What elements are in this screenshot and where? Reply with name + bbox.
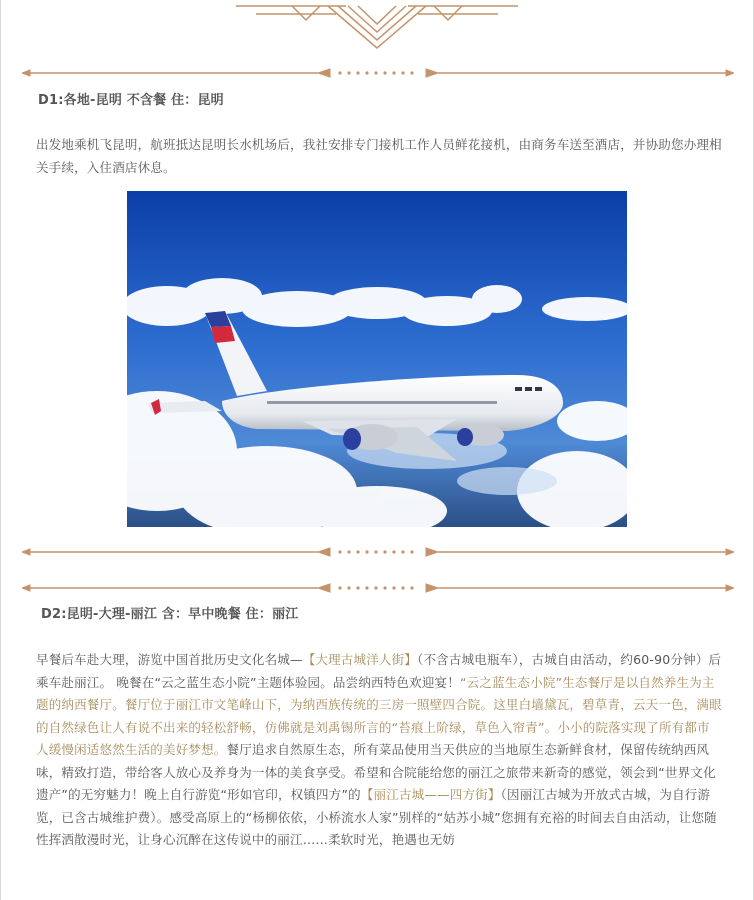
day2-heading: D2:昆明-大理-丽江 含：早中晚餐 住：丽江: [41, 607, 299, 622]
day2-text: 早餐后车赴大理，游览中国首批历史文化名城—: [36, 652, 303, 667]
top-ornament-icon: [236, 0, 518, 50]
day1-heading: D1:各地-昆明 不含餐 住：昆明: [38, 93, 224, 108]
day2-text: 餐厅追求自然原生态，所有菜品使用当天供应的当地原生态新鲜食材，保留传统纳西风味，精致打造，带给客人放心及养身为一体的美食享受。希望和合院能给您的丽江之旅带来新奇的感觉，领会到“世界文化遗产”的无穷魅力！晚上自行游览“形如官印，权镇四方”的: [36, 742, 716, 802]
day2-description: [36, 649, 722, 852]
ornament-divider: [22, 582, 734, 594]
airplane-in-sky-photo: [127, 191, 627, 527]
day2-text: （因丽江古城为开放式古城，为自行游览，已含古城维护费）。感受高原上的“杨柳依依，小桥流水人家”别样的“姑苏小城”您拥有充裕的时间去自由活动，让您随性挥洒散漫时光，让身心沉醉在这传说中的丽江……柔软时光，艳遇也无妨: [36, 787, 717, 847]
dali-ancient-city-highlight: 【大理古城洋人街】: [302, 652, 418, 667]
restaurant-description-highlight: “云之蓝生态小院”生态餐厅是以自然养生为主题的纳西餐厅。餐厅位于丽江市文笔峰山下，为纳西族传统的三房一照壁四合院。这里白墙黛瓦，碧草青，云天一色，满眼的自然绿色让人有说不出来的轻松舒畅，仿佛就是刘禹锡所言的“苔痕上阶绿，草色入帘青”。小小的院落实现了所有都市人缓慢闲适悠然生活的美好梦想。: [36, 674, 722, 757]
day2-text: （不含古城电瓶车），古城自由活动，约60-90分钟）后乘车赴丽江。 晚餐在“云之蓝生态小院”主题体验园。品尝纳西特色欢迎宴！: [36, 652, 722, 690]
ornament-divider: [22, 67, 734, 79]
day1-description: 出发地乘机飞昆明，航班抵达昆明长水机场后，我社安排专门接机工作人员鲜花接机，由商务车送至酒店，并协助您办理相关手续，入住酒店休息。: [36, 137, 722, 175]
lijiang-old-town-highlight: 【丽江古城——四方街】: [360, 787, 501, 802]
ornament-divider: [22, 546, 734, 558]
